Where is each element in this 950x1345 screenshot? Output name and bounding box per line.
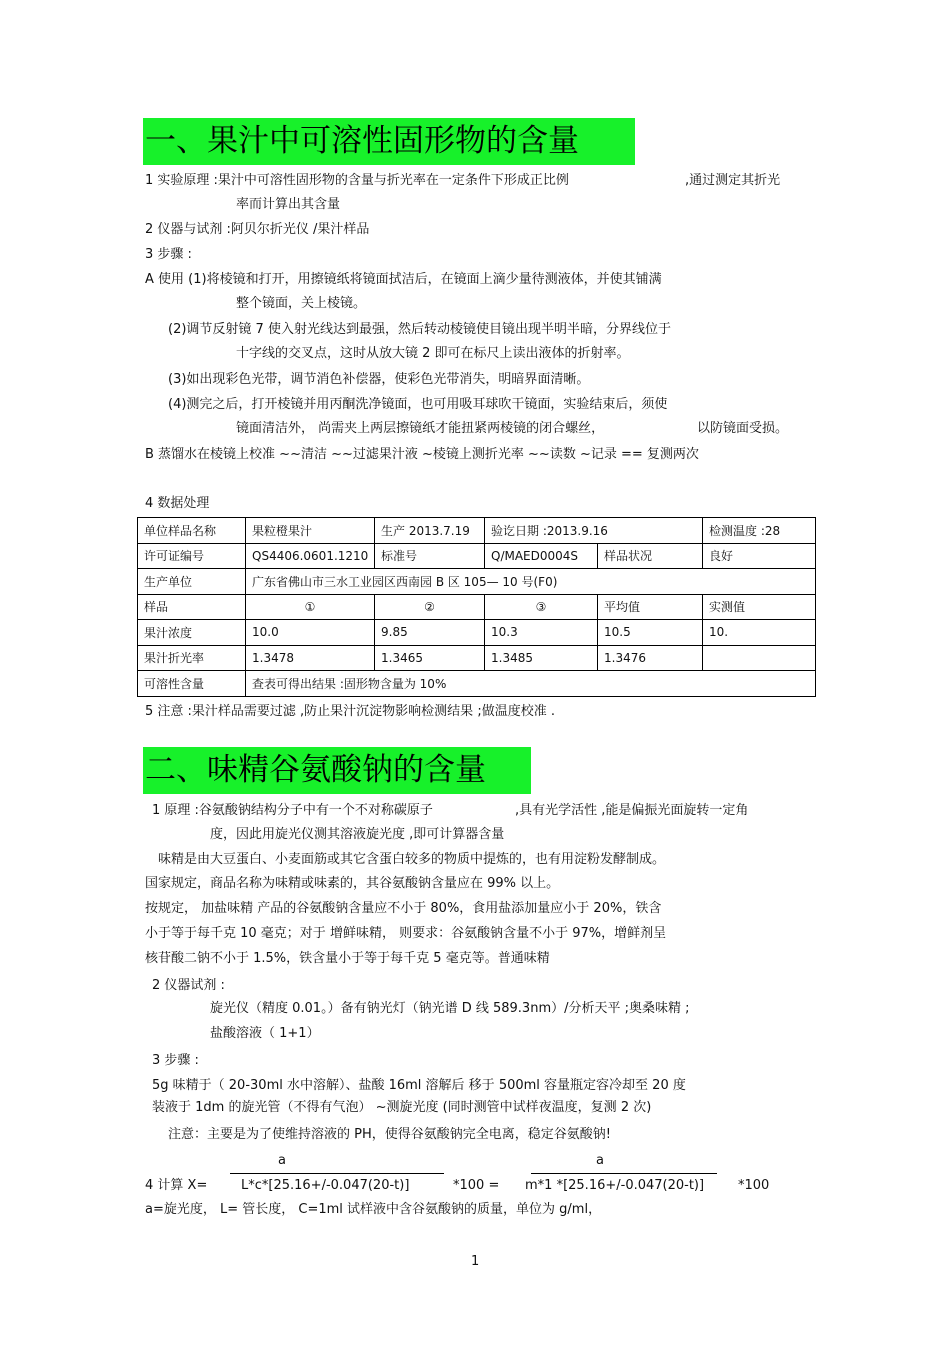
s1-step3: (3)如出现彩色光带，调节消色补偿器，使彩色光带消失，明暗界面清晰。 — [168, 372, 590, 387]
table-cell: 10.3 — [485, 620, 598, 646]
calc-numerator-1: a — [278, 1153, 286, 1168]
table-cell: 9.85 — [375, 620, 485, 646]
table-cell: 良好 — [703, 543, 816, 569]
table-row — [138, 645, 816, 671]
table-cell: 检测温度 :28 — [703, 518, 816, 544]
table-cell: Q/MAED0004S — [485, 543, 598, 569]
s1-principle-1b: ,通过测定其折光 — [685, 173, 781, 188]
s1-stepA-1: A 使用 (1)将棱镜和打开，用擦镜纸将镜面拭洁后，在镜面上滴少量待测液体，并使其铺满 — [145, 272, 662, 287]
calc-prefix: 4 计算 X= — [145, 1178, 208, 1193]
table-cell: 1.3478 — [246, 645, 375, 671]
table-cell: 验讫日期 :2013.9.16 — [485, 518, 703, 544]
fraction-bar-2 — [531, 1173, 717, 1174]
section1-title: 一、果汁中可溶性固形物的含量 — [143, 118, 635, 165]
table-row — [138, 569, 816, 595]
table-cell: 1.3465 — [375, 645, 485, 671]
calc-numerator-2: a — [596, 1153, 604, 1168]
s1-step2-2: 十字线的交叉点，这时从放大镜 2 即可在标尺上读出液体的折射率。 — [236, 346, 630, 361]
s1-note: 5 注意 :果汁样品需要过滤 ,防止果汁沉淀物影响检测结果 ;做温度校准 . — [145, 704, 555, 719]
table-cell: 实测值 — [703, 594, 816, 620]
s2-steps-1: 5g 味精于（ 20-30ml 水中溶解）、盐酸 16ml 溶解后 移于 500ml 容量瓶定容冷却至 20 度 — [152, 1078, 686, 1093]
table-cell: 1.3485 — [485, 645, 598, 671]
calc-vars: a=旋光度， L= 管长度， C=1ml 试样液中含谷氨酸钠的质量，单位为 g/ml， — [145, 1202, 602, 1217]
s2-principle-2: 度，因此用旋光仪测其溶液旋光度 ,即可计算器含量 — [210, 827, 505, 842]
s2-p1: 味精是由大豆蛋白、小麦面筋或其它含蛋白较多的物质中提炼的，也有用淀粉发酵制成。 — [158, 852, 666, 867]
s1-steps-label: 3 步骤 : — [145, 247, 192, 262]
table-cell: 果粒橙果汁 — [246, 518, 375, 544]
s2-instruments-label: 2 仪器试剂 : — [152, 978, 225, 993]
table-cell: QS4406.0601.1210 — [246, 543, 375, 569]
s2-p2: 国家规定，商品名称为味精或味素的，其谷氨酸钠含量应在 99% 以上。 — [145, 876, 560, 891]
table-row — [138, 518, 816, 544]
table-cell: 果汁浓度 — [138, 620, 246, 646]
table-cell: 样品状况 — [598, 543, 703, 569]
table-cell: ② — [375, 594, 485, 620]
calc-denominator-1: L*c*[25.16+/-0.047(20-t)] — [241, 1178, 410, 1193]
table-cell: 10.0 — [246, 620, 375, 646]
table-cell: 果汁折光率 — [138, 645, 246, 671]
s2-principle-1a: 1 原理 :谷氨酸钠结构分子中有一个不对称碳原子 — [152, 803, 433, 818]
s1-step4-2b: 以防镜面受损。 — [697, 421, 789, 436]
table-cell: ① — [246, 594, 375, 620]
s1-step4-2a: 镜面清洁外， 尚需夹上两层擦镜纸才能扭紧两棱镜的闭合螺丝， — [236, 421, 605, 436]
table-row — [138, 543, 816, 569]
s2-p4: 小于等于每千克 10 毫克；对于 增鲜味精， 则要求：谷氨酸钠含量不小于 97%，增鲜剂呈 — [145, 926, 667, 941]
s2-instruments-2: 盐酸溶液（ 1+1） — [210, 1026, 320, 1041]
table-cell: 单位样品名称 — [138, 518, 246, 544]
page-number: 1 — [471, 1254, 480, 1269]
table-cell: 1.3476 — [598, 645, 703, 671]
table-cell: 广东省佛山市三水工业园区西南园 B 区 105— 10 号(F0) — [246, 569, 816, 595]
s2-caution: 注意：主要是为了使维持溶液的 PH，使得谷氨酸钠完全电离，稳定谷氨酸钠! — [168, 1127, 611, 1142]
table-row — [138, 620, 816, 646]
table-cell: 可溶性含量 — [138, 671, 246, 697]
table-cell: 平均值 — [598, 594, 703, 620]
s1-stepA-2: 整个镜面，关上棱镜。 — [236, 296, 367, 311]
table-cell: 标准号 — [375, 543, 485, 569]
s2-instruments-1: 旋光仪（精度 0.01。）备有钠光灯（钠光谱 D 线 589.3nm）/分析天平 ;奥桑味精 ; — [210, 1001, 690, 1016]
s2-steps-2: 装液于 1dm 的旋光管（不得有气泡） ~测旋光度 (同时测管中试样夜温度，复测 2 次) — [152, 1100, 652, 1115]
table-cell: 查表可得出结果 :固形物含量为 10% — [246, 671, 816, 697]
section2-title: 二、味精谷氨酸钠的含量 — [143, 747, 531, 794]
s1-data-label: 4 数据处理 — [145, 496, 210, 511]
s1-principle-1a: 1 实验原理 :果汁中可溶性固形物的含量与折光率在一定条件下形成正比例 — [145, 173, 569, 188]
s1-instruments: 2 仪器与试剂 :阿贝尔折光仪 /果汁样品 — [145, 222, 370, 237]
s2-p5: 核苷酸二钠不小于 1.5%，铁含量小于等于每千克 5 毫克等。普通味精 — [145, 951, 550, 966]
s1-step2-1: (2)调节反射镜 7 使入射光线达到最强，然后转动棱镜使目镜出现半明半暗，分界线位于 — [168, 322, 671, 337]
table-row — [138, 594, 816, 620]
s2-principle-1b: ,具有光学活性 ,能是偏振光面旋转一定角 — [515, 803, 749, 818]
table-cell: ③ — [485, 594, 598, 620]
table-cell: 许可证编号 — [138, 543, 246, 569]
table-cell — [703, 645, 816, 671]
table-cell: 生产单位 — [138, 569, 246, 595]
table-cell: 生产 2013.7.19 — [375, 518, 485, 544]
s2-steps-label: 3 步骤 : — [152, 1053, 199, 1068]
s2-p3: 按规定， 加盐味精 产品的谷氨酸钠含量应不小于 80%，食用盐添加量应小于 20%，铁含 — [145, 901, 662, 916]
calc-denominator-2: m*1 *[25.16+/-0.047(20-t)] — [525, 1178, 705, 1193]
fraction-bar-1 — [230, 1173, 444, 1174]
table-cell: 样品 — [138, 594, 246, 620]
table-cell: 10.5 — [598, 620, 703, 646]
table-cell: 10. — [703, 620, 816, 646]
table-row — [138, 671, 816, 697]
s1-step4-1: (4)测完之后，打开棱镜并用丙酮洗净镜面，也可用吸耳球吹干镜面，实验结束后，须使 — [168, 397, 668, 412]
s1-stepB: B 蒸馏水在棱镜上校准 ~~清洁 ~~过滤果汁液 ~棱镜上测折光率 ~~读数 ~记录 == 复测两次 — [145, 447, 699, 462]
calc-suffix: *100 — [738, 1178, 770, 1193]
data-table — [137, 517, 816, 697]
calc-mid: *100 = — [453, 1178, 500, 1193]
s1-principle-2: 率而计算出其含量 — [236, 197, 341, 212]
